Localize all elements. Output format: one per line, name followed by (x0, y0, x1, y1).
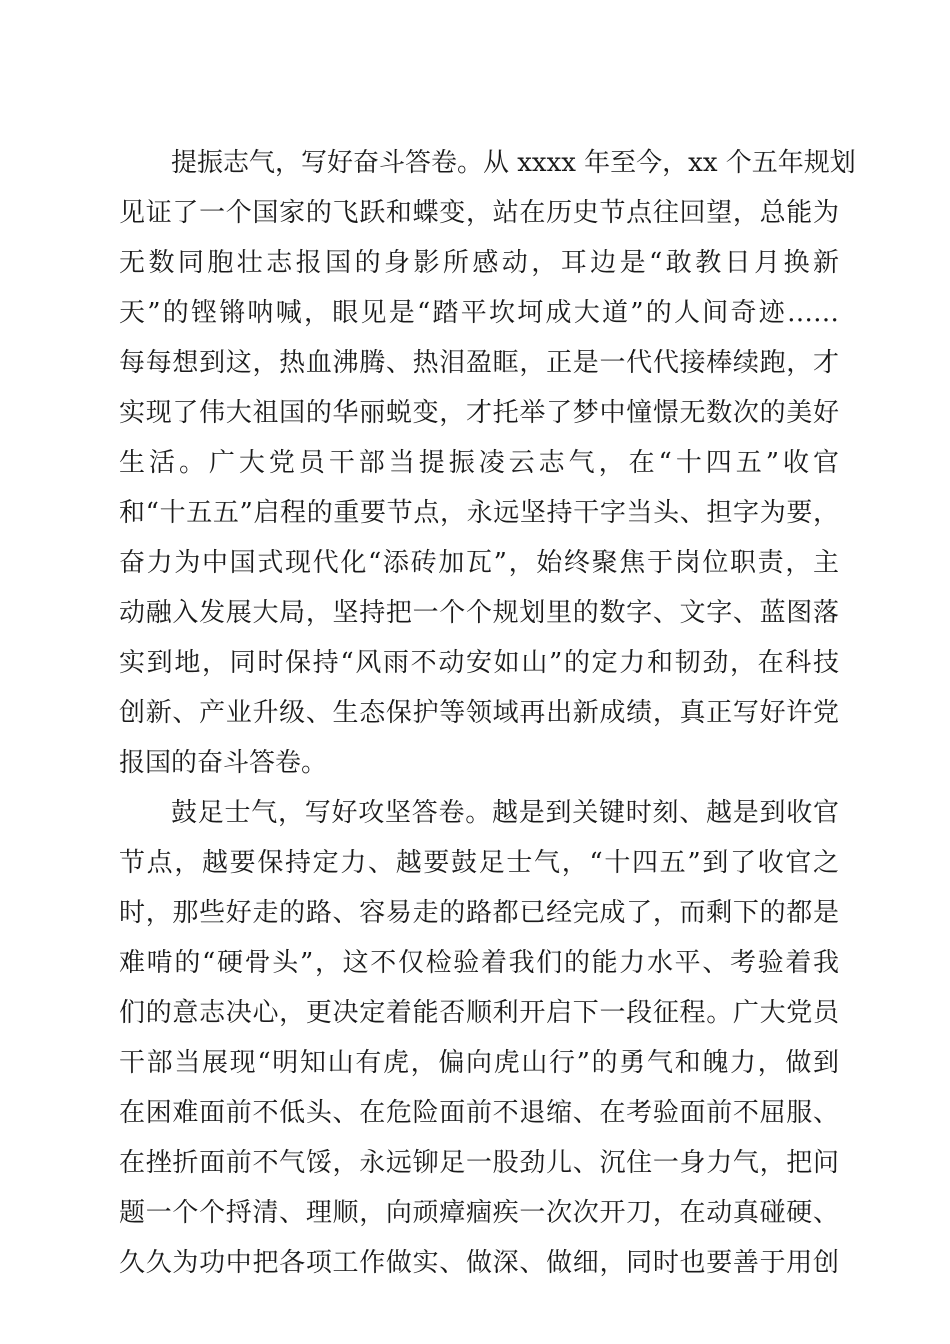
paragraph-1-line-7: 生活。广大党员干部当提振凌云志气，在“十四五”收官 (119, 448, 839, 478)
paragraph-2-line-3: 时，那些好走的路、容易走的路都已经完成了，而剩下的都是 (119, 898, 839, 928)
paragraph-1-line-13: 报国的奋斗答卷。 (119, 748, 328, 778)
paragraph-1-line-11: 实到地，同时保持“风雨不动安如山”的定力和韧劲，在科技 (119, 648, 839, 678)
paragraph-2-line-2: 节点，越要保持定力、越要鼓足士气，“十四五”到了收官之 (119, 848, 839, 878)
paragraph-1-line-9: 奋力为中国式现代化“添砖加瓦”，始终聚焦于岗位职责，主 (119, 548, 839, 578)
paragraph-1-line-6: 实现了伟大祖国的华丽蜕变，才托举了梦中憧憬无数次的美好 (119, 398, 839, 428)
paragraph-1-line-1: 提振志气，写好奋斗答卷。从 xxxx 年至今，xx 个五年规划 (171, 148, 856, 178)
paragraph-1-line-4: 天”的铿锵呐喊，眼见是“踏平坎坷成大道”的人间奇迹…… (119, 298, 839, 328)
paragraph-2-line-8: 在挫折面前不气馁，永远铆足一股劲儿、沉住一身力气，把问 (119, 1148, 839, 1178)
paragraph-1-line-8: 和“十五五”启程的重要节点，永远坚持干字当头、担字为要， (119, 498, 839, 528)
paragraph-1-line-3: 无数同胞壮志报国的身影所感动，耳边是“敢教日月换新 (119, 248, 839, 278)
paragraph-2-line-6: 干部当展现“明知山有虎，偏向虎山行”的勇气和魄力，做到 (119, 1048, 839, 1078)
paragraph-1-line-12: 创新、产业升级、生态保护等领域再出新成绩，真正写好许党 (119, 698, 839, 728)
paragraph-2-line-4: 难啃的“硬骨头”，这不仅检验着我们的能力水平、考验着我 (119, 948, 839, 978)
paragraph-2-line-1: 鼓足士气，写好攻坚答卷。越是到关键时刻、越是到收官 (171, 798, 839, 828)
paragraph-1-line-10: 动融入发展大局，坚持把一个个规划里的数字、文字、蓝图落 (119, 598, 839, 628)
paragraph-2-line-5: 们的意志决心，更决定着能否顺利开启下一段征程。广大党员 (119, 998, 839, 1028)
paragraph-2-line-10: 久久为功中把各项工作做实、做深、做细，同时也要善于用创 (119, 1248, 839, 1278)
document-body (119, 138, 856, 1288)
paragraph-2-line-9: 题一个个捋清、理顺，向顽瘴痼疾一次次开刀，在动真碰硬、 (119, 1198, 839, 1228)
paragraph-2-line-7: 在困难面前不低头、在危险面前不退缩、在考验面前不屈服、 (119, 1098, 839, 1128)
paragraph-1-line-2: 见证了一个国家的飞跃和蝶变，站在历史节点往回望，总能为 (119, 198, 839, 228)
paragraph-1-line-5: 每每想到这，热血沸腾、热泪盈眶，正是一代代接棒续跑，才 (119, 348, 839, 378)
